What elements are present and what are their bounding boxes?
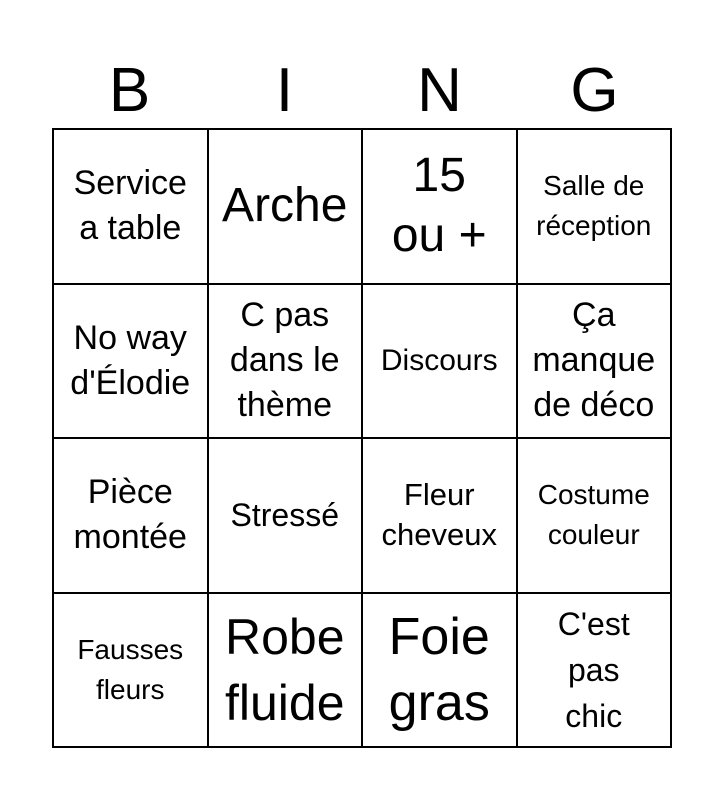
header-letter-b: B [108, 56, 151, 125]
bingo-cell[interactable] [363, 439, 518, 594]
header-letter-n: N [417, 56, 462, 125]
bingo-cell[interactable] [363, 285, 518, 440]
bingo-cell[interactable] [209, 285, 364, 440]
cell-label: Salle de réception [536, 170, 652, 242]
bingo-cell[interactable] [209, 594, 364, 749]
bingo-cell[interactable] [209, 439, 364, 594]
cell-label: Fausses fleurs [77, 633, 184, 705]
bingo-cell[interactable] [54, 439, 209, 594]
cell-label: Stressé [230, 497, 339, 534]
cell-label: 15 ou + [391, 149, 487, 263]
bingo-cell[interactable] [518, 439, 673, 594]
cell-label: C pas dans le thème [229, 296, 340, 425]
cell-label: Discours [380, 343, 498, 377]
header-letter-g: G [570, 56, 619, 125]
bingo-cell[interactable] [518, 594, 673, 749]
bingo-cell[interactable] [363, 130, 518, 285]
bingo-cell[interactable] [54, 594, 209, 749]
cell-label: Arche [222, 179, 348, 233]
bingo-cell[interactable] [518, 285, 673, 440]
cell-label: Ça manque de déco [532, 296, 656, 425]
cell-label: Foie gras [388, 607, 490, 732]
cell-label: Costume couleur [537, 479, 650, 551]
cell-label: Service a table [73, 164, 187, 248]
cell-label: Robe fluide [224, 608, 345, 731]
bingo-grid [52, 128, 672, 748]
cell-label: Fleur cheveux [381, 477, 497, 553]
cell-label: C'est pas chic [557, 605, 630, 734]
header-letter-i: I [275, 56, 294, 125]
bingo-header [52, 54, 672, 128]
bingo-cell[interactable] [209, 130, 364, 285]
bingo-cell[interactable] [54, 130, 209, 285]
bingo-cell[interactable] [518, 130, 673, 285]
cell-label: No way d'Élodie [70, 318, 191, 402]
bingo-cell[interactable] [54, 285, 209, 440]
bingo-cell[interactable] [363, 594, 518, 749]
cell-label: Pièce montée [73, 473, 187, 557]
